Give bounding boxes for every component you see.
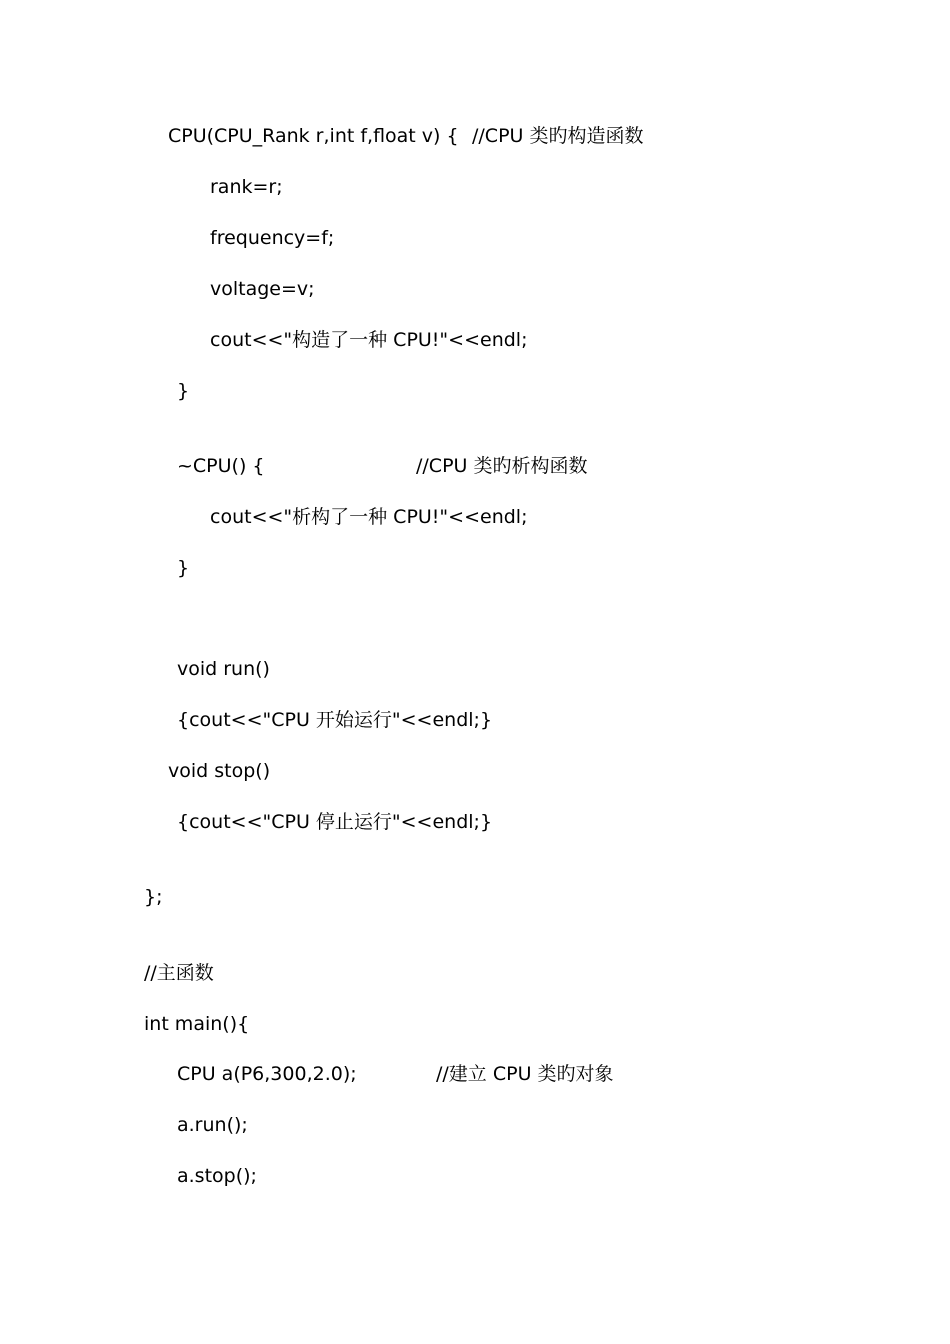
code-line-cout-destructed: cout<<"析构了一种 CPU!"<<endl; bbox=[210, 506, 528, 528]
code-line-stop-signature: void stop() bbox=[168, 760, 271, 782]
code-line-run-body: {cout<<"CPU 开始运行"<<endl;} bbox=[177, 709, 493, 731]
code-line-rank: rank=r; bbox=[210, 176, 283, 198]
code-line-create-object: CPU a(P6,300,2.0); bbox=[177, 1063, 357, 1085]
code-line-voltage: voltage=v; bbox=[210, 278, 315, 300]
code-line-call-run: a.run(); bbox=[177, 1114, 248, 1136]
code-line-main-signature: int main(){ bbox=[144, 1013, 250, 1035]
code-comment-constructor: //CPU 类旳构造函数 bbox=[472, 125, 644, 147]
code-line-destructor-signature: ~CPU() { bbox=[177, 455, 265, 477]
code-comment-destructor: //CPU 类旳析构函数 bbox=[416, 455, 588, 477]
code-line-call-stop: a.stop(); bbox=[177, 1165, 257, 1187]
code-line-constructor-signature: CPU(CPU_Rank r,int f,float v) { bbox=[168, 125, 459, 147]
code-line-run-signature: void run() bbox=[177, 658, 270, 680]
code-line-frequency: frequency=f; bbox=[210, 227, 335, 249]
code-line-close-destructor: } bbox=[177, 557, 190, 579]
code-comment-main: //主函数 bbox=[144, 962, 214, 984]
code-line-close-constructor: } bbox=[177, 380, 190, 402]
code-comment-create-object: //建立 CPU 类旳对象 bbox=[436, 1063, 614, 1085]
code-line-cout-constructed: cout<<"构造了一种 CPU!"<<endl; bbox=[210, 329, 528, 351]
code-line-class-end: }; bbox=[144, 886, 163, 908]
code-line-stop-body: {cout<<"CPU 停止运行"<<endl;} bbox=[177, 811, 493, 833]
